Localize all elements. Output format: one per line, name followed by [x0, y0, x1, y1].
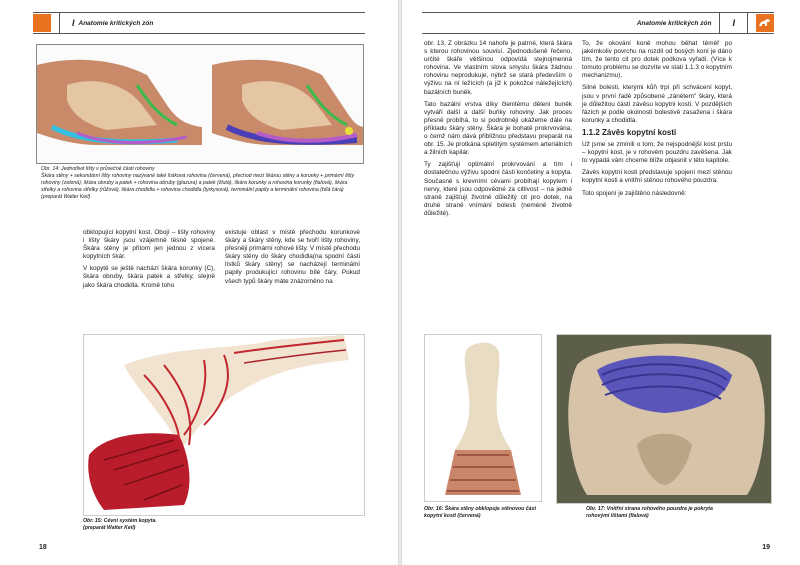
book-spine [398, 0, 402, 565]
chapter-number: I [732, 18, 735, 28]
right-column-2 [582, 40, 732, 202]
figure-15-image [84, 335, 364, 515]
left-column-1 [83, 229, 215, 294]
paragraph: existuje oblast v místě přechodu korunkové škáry a škáry stěny, kde se tvoří lišty rohoviny, přesněji primární rohové lišty. V místě přechodu škáry stěny do škáry chodidla(na spodní části lístků škáry stěny) se nacházejí terminální papily produkující rohovinu bílé čáry. Pokud všech typů škáry máte znázorněno na [225, 229, 360, 285]
left-page [3, 6, 395, 559]
horse-icon [756, 14, 774, 32]
paragraph: Tato bazální vrstva díky členitému dělení buněk vytváří další a další buňky rohoviny. Jak proces přesně probíhá, to si podrobněji ukážeme dále na příkladu škáry stěny. Škára je bohatě prokrvována, o čemž nám dává přibližnou představu preparát na obr. 15. Je protkána spletitým systémem arteriálních a žilních kapilár. [424, 100, 572, 157]
right-page [404, 6, 796, 559]
figure-15-caption [83, 518, 243, 532]
paragraph: Toto spojení je zajištěno následovně: [582, 189, 687, 197]
chapter-number: I [72, 18, 75, 28]
figure-15-caption-body: (preparát Walter Keil) [83, 525, 136, 531]
paragraph: Už jsme se zmínili o tom, že nejspodnější kost prstu – kopytní kost, je v rohovém pouzdru zavěšena. Jak to vypadá vám chceme blíže objasnit v této kapitole. [582, 141, 732, 165]
figure-16 [424, 334, 542, 502]
paragraph: obklopující kopytní kost. Obojí – lišty rohoviny i lišty škáry jsou vzájemně těsně spojené. Škára stěny je přitom jen jednou z vícera kopytních škár. [83, 229, 215, 261]
figure-14 [36, 44, 364, 164]
paragraph: To, že okování koně mohou běhat téměř po jakémkoliv povrchu na rozdíl od bosých koní je dáno tím, že tento cit pro dotek podkova vyřadí. (Více k tomuto problému se dozvíte ve stati 1.1.3 o kopytním mechanizmu). [582, 40, 732, 80]
left-column-2 [225, 229, 360, 290]
figure-14-caption [41, 166, 361, 201]
right-column-1 [424, 40, 572, 222]
orange-tab [33, 14, 51, 32]
figure-16-caption: Obr. 16: Škára stěny obklopuje stěnovou část kopytní kosti (červená) [424, 506, 537, 519]
figure-14-image [37, 45, 363, 163]
chapter-title: Anatomie kritických zón [78, 19, 154, 27]
paragraph: Závěs kopytní kosti představuje spojení mezi stěnou kopytní kosti a vnitřní stěnou rohového pouzdra. [582, 169, 732, 185]
figure-17-caption: Obr. 17: Vnitřní strana rohového pouzdra je pokryta rohovými lištami (fialová) [586, 506, 713, 519]
right-header [422, 12, 774, 34]
figure-15 [83, 334, 365, 516]
left-header [33, 12, 365, 34]
paragraph: Silné bolesti, kterými kůň trpí při schvácení kopyt, jsou v první řadě způsobené „zánětem" škáry, která je důležitou částí závěsu kopytní kosti. V pozdějších fázích je podle okolností bolestivě zasažena i škára korunky a chodidla. [582, 84, 732, 124]
page-number-right: 19 [762, 544, 770, 551]
chapter-title: Anatomie kritických zón [636, 19, 712, 27]
figure-17-image [557, 335, 771, 503]
page-number-left: 18 [39, 544, 47, 551]
paragraph: obr. 13. Z obrázku 14 nahoře je patrné, která škára s kterou rohovinou souvisí. Zjednodušeně řečeno, určité škáře většinou odpovídá stejnojmenná rohovina. Ve vlastním slova smyslu škára žádnou rohovinu neprodukuje, nýbrž se stará především o výživu na ní ležících (a již k pokožce náležejících) bazálních buněk. [424, 40, 572, 96]
figure-15-caption-title: Obr. 15: Cévní systém kopyta. [83, 518, 157, 524]
figure-17 [556, 334, 772, 504]
section-heading: 1.1.2 Závěs kopytní kosti [582, 127, 677, 137]
paragraph: V kopytě se ještě nachází škára korunky (C), škára obruby, škára patek a střelky, stejně jako škára chodidla. Kromě toho [83, 265, 215, 289]
figure-14-caption-body: Škára stěny + sekundární lišty rohoviny nazývané také lístková rohovina (červená), přechod mezi škárou stěny a korunky + primární lišty rohoviny (zelená), škára obruby a patek + rohovina obruby (glazura) a patek (žlutá), škára korunky a rohovina korunky (fialová), škára střelky a rohovina střelky (růžová), škára chodidla + rohovina chodidla (tyrkysová), terminální papily a terminální rohovina (bílá čára) (preparát Walter Keil) [41, 173, 355, 200]
paragraph: Ty zajišťují optimální prokrvování a tím i dostatečnou výživu spodní části končetiny a kopyta. Současně s krevními cévami probíhají kopytem i nervy, které jsou odpovědné za citlivost – na jedné straně zajišťují životně důležitý cit pro dotek, na druhé straně vnímání bolesti (neméně životně důležité). [424, 161, 572, 217]
figure-14-caption-title: Obr. 14: Jednotlivé lišty v průsečné části rohoviny [41, 166, 155, 172]
figure-16-image [425, 335, 541, 501]
